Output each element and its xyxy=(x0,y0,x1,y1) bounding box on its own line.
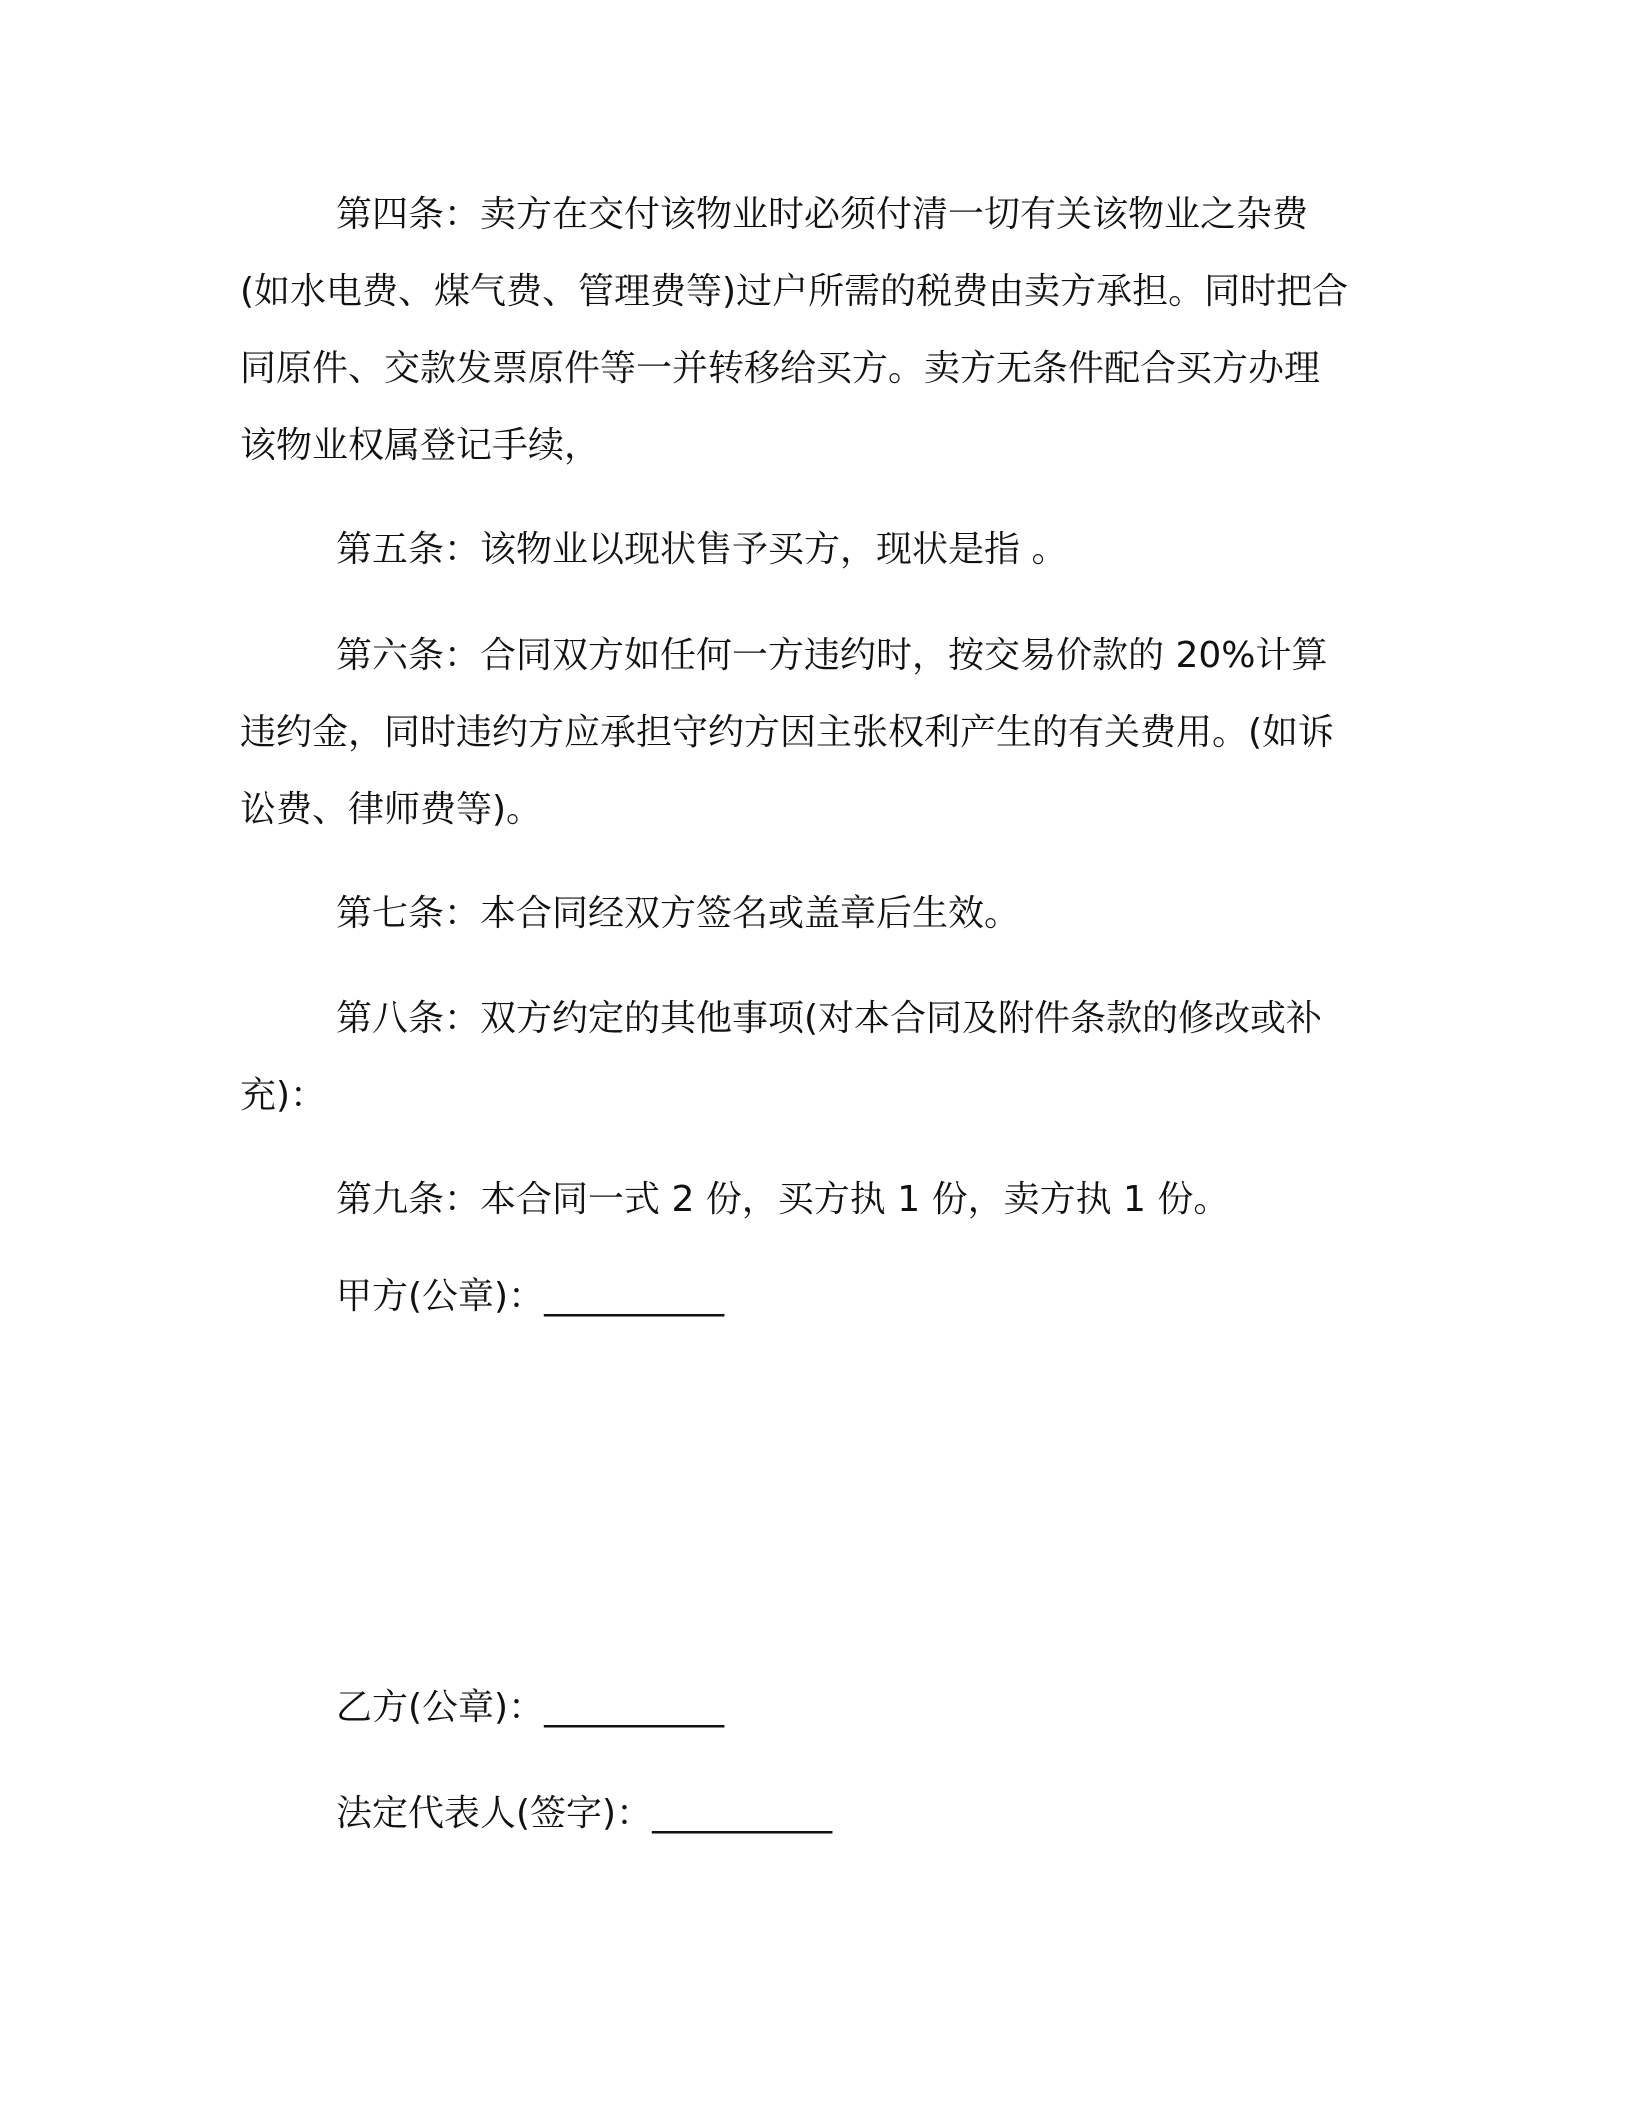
article-9 xyxy=(240,1161,1380,1238)
article-6-line-1: 第六条：合同双方如任何一方违约时，按交易价款的 20%计算 xyxy=(336,635,1328,676)
article-9-line-1: 第九条：本合同一式 2 份，买方执 1 份，卖方执 1 份。 xyxy=(336,1179,1230,1220)
article-4-line-3: 同原件、交款发票原件等一并转移给买方。卖方无条件配合买方办理 xyxy=(240,348,1321,389)
article-5 xyxy=(240,511,1380,588)
article-6 xyxy=(240,617,1380,848)
article-6-line-3: 讼费、律师费等)。 xyxy=(240,789,543,830)
party-a-signature: 甲方(公章)：__________ xyxy=(336,1276,725,1317)
article-4-line-2: (如水电费、煤气费、管理费等)过户所需的税费由卖方承担。同时把合 xyxy=(240,271,1349,312)
party-b-signature: 乙方(公章)：__________ xyxy=(336,1687,725,1728)
article-8 xyxy=(240,980,1380,1134)
article-5-line-1: 第五条：该物业以现状售予买方，现状是指 。 xyxy=(336,529,1068,570)
article-4 xyxy=(240,176,1380,484)
article-6-line-2: 违约金，同时违约方应承担守约方因主张权利产生的有关费用。(如诉 xyxy=(240,712,1335,753)
article-8-line-2: 充)： xyxy=(240,1075,327,1116)
article-7 xyxy=(240,875,1380,952)
article-7-line-1: 第七条：本合同经双方签名或盖章后生效。 xyxy=(336,893,1021,934)
legal-representative-signature: 法定代表人(签字)：__________ xyxy=(336,1793,833,1834)
article-4-line-1: 第四条：卖方在交付该物业时必须付清一切有关该物业之杂费 xyxy=(336,194,1309,235)
article-8-line-1: 第八条：双方约定的其他事项(对本合同及附件条款的修改或补 xyxy=(336,998,1323,1039)
article-4-line-4: 该物业权属登记手续， xyxy=(240,425,601,466)
